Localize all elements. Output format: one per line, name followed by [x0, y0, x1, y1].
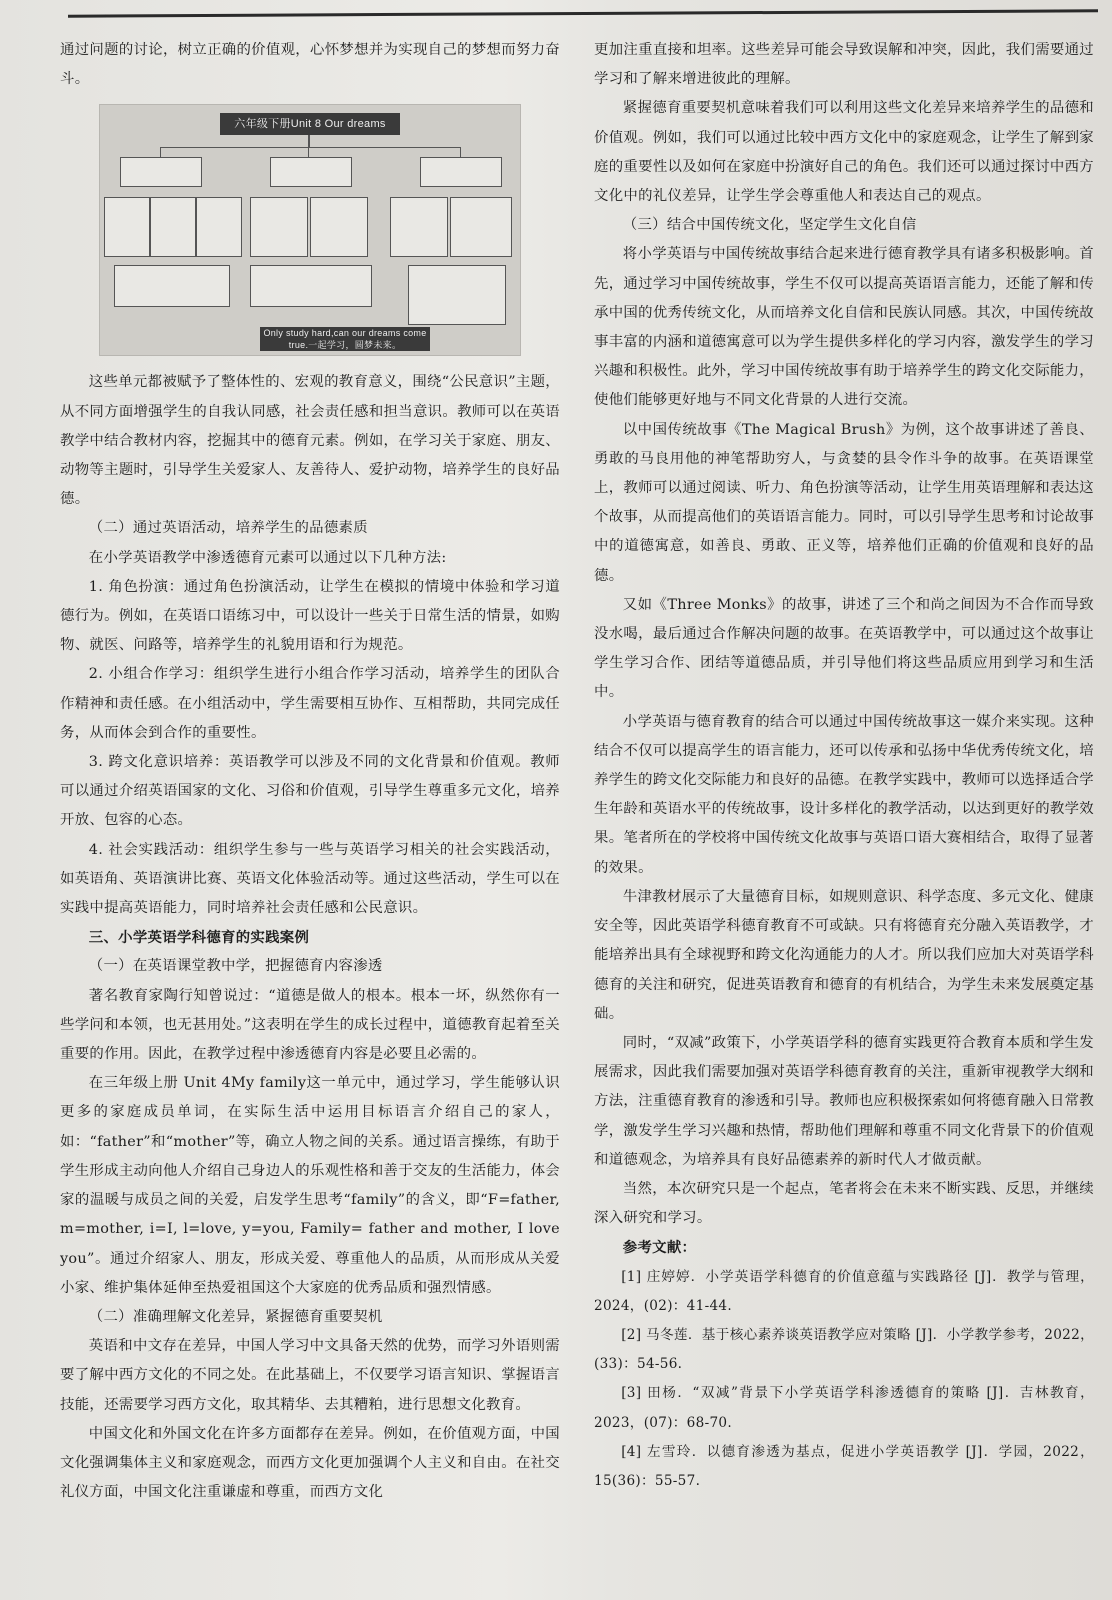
figure-footer: Only study hard,can our dreams come true.一起学习，圆梦未来。	[260, 327, 430, 351]
paragraph: 以中国传统故事《The Magical Brush》为例，这个故事讲述了善良、勇敢的马良用他的神笔帮助穷人，与贪婪的县令作斗争的故事。在英语课堂上，教师可以通过阅读、听力、角色扮演等活动，让学生用英语理解和表达这个故事，从而提高他们的英语语言能力。同时，可以引导学生思考和讨论故事中的道德寓意，如善良、勇敢、正义等，培养他们正确的价值观和良好的品德。	[594, 421, 1094, 584]
diagram-node	[420, 157, 502, 187]
paragraph-continued: 更加注重直接和坦率。这些差异可能会导致误解和冲突，因此，我们需要通过学习和了解来增进彼此的理解。	[594, 42, 1094, 88]
subheading: （二）准确理解文化差异，紧握德育重要契机	[88, 1308, 383, 1325]
paragraph: 1. 角色扮演：通过角色扮演活动，让学生在模拟的情境中体验和学习道德行为。例如，在英语口语练习中，可以设计一些关于日常生活的情景，如购物、就医、问路等，培养学生的礼貌用语和行为规范。	[60, 578, 560, 654]
paragraph: 牛津教材展示了大量德育目标，如规则意识、科学态度、多元文化、健康安全等，因此英语学科德育教育不可或缺。只有将德育充分融入英语教学，才能培养出具有全球视野和跨文化沟通能力的人才。所以我们应加大对英语学科德育的关注和研究，促进英语教育和德育的有机结合，为学生未来发展奠定基础。	[594, 888, 1094, 1022]
paragraph: 将小学英语与中国传统故事结合起来进行德育教学具有诸多积极影响。首先，通过学习中国传统故事，学生不仅可以提高英语语言能力，还能了解和传承中国的优秀传统文化，从而培养文化自信和民族认同感。其次，中国传统故事丰富的内涵和道德寓意可以为学生提供多样化的学习内容，激发学生的学习兴趣和积极性。此外，学习中国传统故事有助于培养学生的跨文化交际能力，使他们能够更好地与不同文化背景的人进行交流。	[594, 246, 1094, 409]
paragraph: 在小学英语教学中渗透德育元素可以通过以下几种方法:	[88, 549, 447, 566]
diagram-node	[408, 265, 506, 325]
reference-item: [2] 马冬莲．基于核心素养谈英语教学应对策略 [J]．小学教学参考，2022，(33)：54-56.	[594, 1326, 1094, 1373]
paragraph: 著名教育家陶行知曾说过：“道德是做人的根本。根本一坏，纵然你有一些学问和本领，也无甚用处。”这表明在学生的成长过程中，道德教育起着至关重要的作用。因此，在教学过程中渗透德育内容是必要且必需的。	[60, 987, 560, 1063]
reference-item: [4] 左雪玲．以德育渗透为基点，促进小学英语教学 [J]．学园，2022，15(36)：55-57.	[594, 1443, 1094, 1489]
unit-mindmap-figure	[99, 104, 521, 356]
diagram-node	[250, 265, 372, 307]
paragraph: 4. 社会实践活动：组织学生参与一些与英语学习相关的社会实践活动，如英语角、英语演讲比赛、英语文化体验活动等。通过这些活动，学生可以在实践中提高英语能力，同时培养社会责任感和公民意识。	[60, 841, 560, 917]
diagram-node	[310, 197, 368, 257]
paragraph: 当然，本次研究只是一个起点，笔者将会在未来不断实践、反思，并继续深入研究和学习。	[594, 1180, 1094, 1227]
paragraph: 2. 小组合作学习：组织学生进行小组合作学习活动，培养学生的团队合作精神和责任感。在小组活动中，学生需要相互协作、互相帮助，共同完成任务，从而体会到合作的重要性。	[60, 666, 560, 741]
diagram-node	[250, 197, 308, 257]
diagram-node	[104, 197, 150, 257]
left-column	[60, 36, 560, 1507]
subheading: （一）在英语课堂教中学，把握德育内容渗透	[88, 958, 383, 975]
paragraph: 紧握德育重要契机意味着我们可以利用这些文化差异来培养学生的品德和价值观。例如，我们可以通过比较中西方文化中的家庭观念，让学生了解到家庭的重要性以及如何在家庭中扮演好自己的角色。我们还可以通过探讨中西方文化中的礼仪差异，让学生学会尊重他人和表达自己的观点。	[594, 100, 1094, 205]
diagram-node	[120, 157, 202, 187]
paragraph: 这些单元都被赋予了整体性的、宏观的教育意义，围绕“公民意识”主题，从不同方面增强学生的自我认同感，社会责任感和担当意识。教师可以在英语教学中结合教材内容，挖掘其中的德育元素。例如，在学习关于家庭、朋友、动物等主题时，引导学生关爱家人、友善待人、爱护动物，培养学生的良好品德。	[60, 374, 560, 508]
right-column	[594, 36, 1094, 1496]
diagram-node	[114, 265, 230, 307]
figure-title: 六年级下册Unit 8 Our dreams	[220, 113, 400, 135]
paragraph: 在三年级上册 Unit 4My family这一单元中，通过学习，学生能够认识更多的家庭成员单词，在实际生活中运用目标语言介绍自己的家人，如：“father”和“mother”等，确立人物之间的关系。通过语言操练，有助于学生形成主动向他人介绍自己身边人的乐观性格和善于交友的生活能力，体会家的温暖与成员之间的关爱，启发学生思考“family”的含义，即“F=father, m=mother, i=I, l=love, y=you, Family= father and mother, I love you”。通过介绍家人、朋友，形成关爱、尊重他人的品质，从而形成从关爱小家、维护集体延伸至热爱祖国这个大家庭的优秀品质和强烈情感。	[60, 1075, 560, 1296]
subheading: （三）结合中国传统文化，坚定学生文化自信	[622, 217, 917, 234]
paragraph-continued: 通过问题的讨论，树立正确的价值观，心怀梦想并为实现自己的梦想而努力奋斗。	[60, 42, 560, 88]
paragraph: 3. 跨文化意识培养：英语教学可以涉及不同的文化背景和价值观。教师可以通过介绍英语国家的文化、习俗和价值观，引导学生尊重多元文化，培养开放、包容的心态。	[60, 754, 560, 829]
diagram-node	[450, 197, 512, 257]
header-rule	[68, 9, 1098, 17]
diagram-node	[150, 197, 196, 257]
paragraph: 英语和中文存在差异，中国人学习中文具备天然的优势，而学习外语则需要了解中西方文化的不同之处。在此基础上，不仅要学习语言知识、掌握语言技能，还需要学习西方文化，取其精华、去其糟粕，进行思想文化教育。	[60, 1338, 560, 1413]
diagram-node	[196, 197, 242, 257]
subheading: （二）通过英语活动，培养学生的品德素质	[88, 520, 368, 537]
paragraph: 中国文化和外国文化在许多方面都存在差异。例如，在价值观方面，中国文化强调集体主义和家庭观念，而西方文化更加强调个人主义和自由。在社交礼仪方面，中国文化注重谦虚和尊重，而西方文化	[60, 1425, 560, 1501]
reference-item: [3] 田杨．“双减”背景下小学英语学科渗透德育的策略 [J]．吉林教育，2023，(07)：68-70.	[594, 1385, 1094, 1431]
section-heading: 三、小学英语学科德育的实践案例	[88, 929, 310, 947]
paragraph: 同时，“双减”政策下，小学英语学科的德育实践更符合教育本质和学生发展需求，因此我们需要加强对英语学科德育教育的关注，重新审视教学大纲和方法，注重德育教育的渗透和引导。教师也应积极探索如何将德育融入日常教学，激发学生学习兴趣和热情，帮助他们理解和尊重不同文化背景下的价值观和道德观念，为培养具有良好品德素养的新时代人才做贡献。	[594, 1034, 1094, 1168]
paragraph: 小学英语与德育教育的结合可以通过中国传统故事这一媒介来实现。这种结合不仅可以提高学生的语言能力，还可以传承和弘扬中华优秀传统文化，培养学生的跨文化交际能力和良好的品德。在教学实践中，教师可以选择适合学生年龄和英语水平的传统故事，设计多样化的教学活动，以达到更好的教学效果。笔者所在的学校将中国传统文化故事与英语口语大赛相结合，取得了显著的效果。	[594, 713, 1094, 876]
reference-item: [1] 庄婷婷．小学英语学科德育的价值意蕴与实践路径 [J]．教学与管理，2024，(02)：41-44.	[594, 1268, 1094, 1314]
diagram-node	[270, 157, 352, 187]
diagram-node	[390, 197, 448, 257]
paragraph: 又如《Three Monks》的故事，讲述了三个和尚之间因为不合作而导致没水喝，最后通过合作解决问题的故事。在英语教学中，可以通过这个故事让学生学习合作、团结等道德品质，并引导他们将这些品质应用到学习和生活中。	[594, 596, 1094, 701]
references-title: 参考文献：	[622, 1239, 697, 1257]
